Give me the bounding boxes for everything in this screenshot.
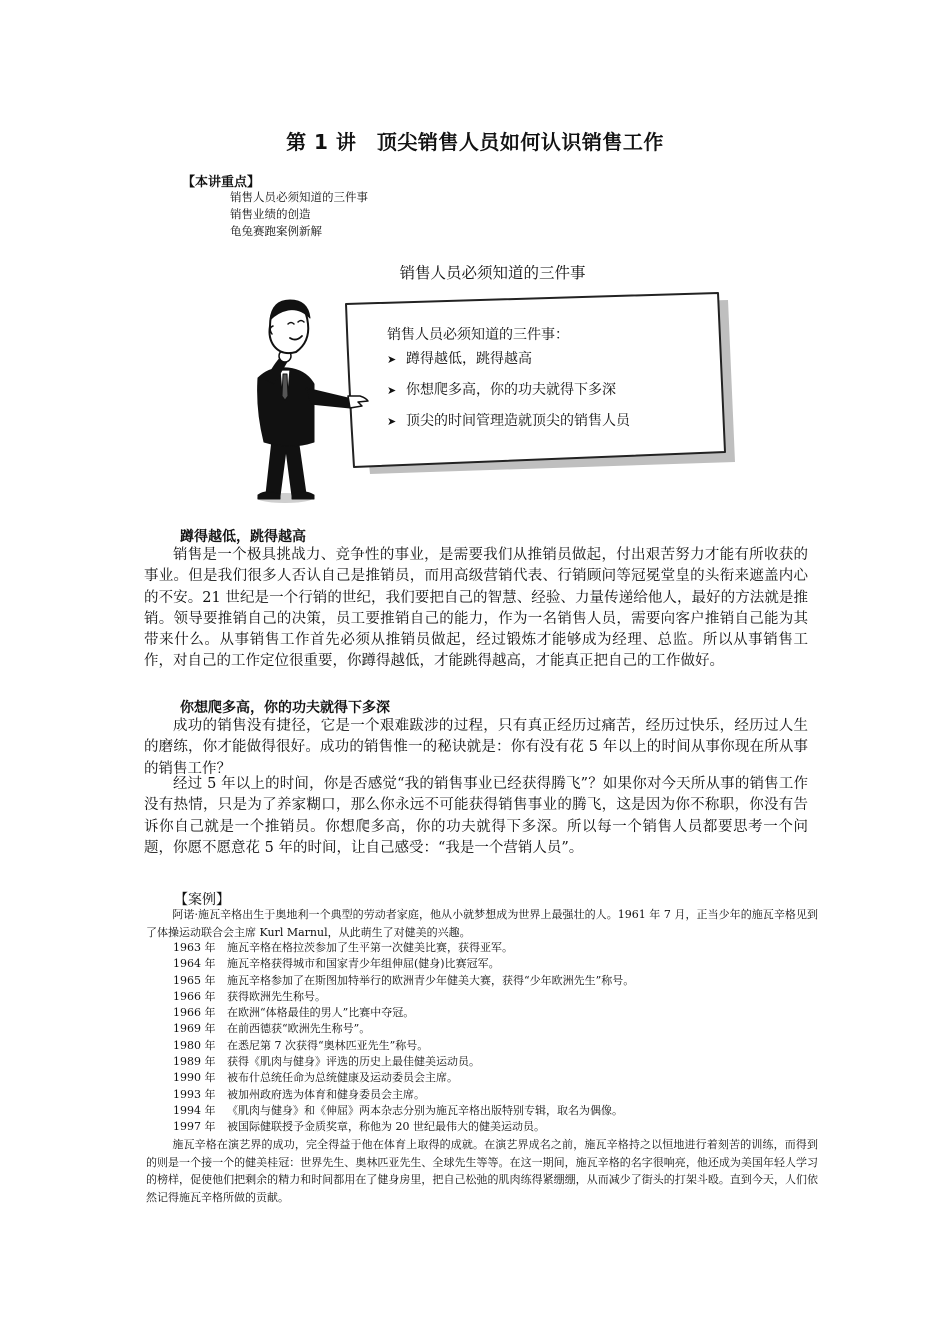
timeline-event: 在前西德获“欧洲先生称号”。 [227,1022,371,1036]
figure-bullet-item [387,379,630,410]
timeline-item [173,1054,634,1070]
page-title: 第 1 讲 顶尖销售人员如何认识销售工作 [286,130,664,154]
part2-paragraph-2: 经过 5 年以上的时间，你是否感觉“我的销售事业已经获得腾飞”？如果你对今天所从事的销售工作没有热情，只是为了养家糊口，那么你永远不可能获得销售事业的腾飞，这是因为你不称职，你没有告诉你自己就是一个推销员。你想爬多高，你的功夫就得下多深。所以每一个销售人员都要思考一个问题，你愿不愿意花 5 年的时间，让自己感受：“我是一个营销人员”。 [144,776,808,856]
timeline-event: 在悉尼第 7 次获得“奥林匹亚先生”称号。 [227,1038,429,1052]
timeline-year: 1966 年 [173,989,216,1003]
timeline-item [173,973,634,989]
timeline-event: 施瓦辛格在格拉茨参加了生平第一次健美比赛，获得亚军。 [227,941,513,954]
figure-bullet-text: 蹲得越低，跳得越高 [406,351,532,367]
arrow-bullet-icon: ➤ [387,353,397,366]
timeline-item [173,1119,634,1135]
timeline-event: 获得欧洲先生称号。 [227,989,326,1003]
case-conclusion-paragraph: 施瓦辛格在演艺界的成功，完全得益于他在体育上取得的成就。在演艺界成名之前，施瓦辛格持之以恒地进行着刻苦的训练，而得到的则是一个接一个的健美桂冠：世界先生、奥林匹亚先生、全球先生等等。在这一期间，施瓦辛格的名字很响亮，他还成为美国年轻人学习的榜样，促使他们把剩余的精力和时间都用在了健身房里，把自己松弛的肌肉练得紧绷绷，从而减少了街头的打架斗殴。直到今天，人们依然记得施瓦辛格所做的贡献。 [146,1138,818,1204]
figure-bullet-item [387,410,630,441]
timeline-year: 1993 年 [173,1087,216,1101]
timeline-year: 1997 年 [173,1120,216,1134]
timeline-year: 1963 年 [173,941,216,954]
timeline-event: 施瓦辛格参加了在斯图加特举行的欧洲青少年健美大赛，获得“少年欧洲先生”称号。 [227,973,635,987]
part1-paragraph: 销售是一个极具挑战力、竞争性的事业，是需要我们从推销员做起，付出艰苦努力才能有所收获的事业。但是我们很多人否认自己是推销员，而用高级营销代表、行销顾问等冠冕堂皇的头衔来遮盖内心的不安。21 世纪是一个行销的世纪，我们要把自己的智慧、经验、力量传递给他人，最好的方法就是推销。领导要推销自己的决策，员工要推销自己的能力，作为一名销售人员，需要向客户推销自己能为其带来什么。从事销售工作首先必须从推销员做起，经过锻炼才能够成为经理、总监。所以从事销售工作，对自己的工作定位很重要，你蹲得越低，才能跳得越高，才能真正把自己的工作做好。 [144,547,808,670]
timeline-event: 获得《肌肉与健身》评选的历史上最佳健美运动员。 [227,1055,480,1069]
case-intro-paragraph: 阿诺·施瓦辛格出生于奥地利一个典型的劳动者家庭，他从小就梦想成为世界上最强壮的人。1961 年 7 月，正当少年的施瓦辛格见到了体操运动联合会主席 Kurl Marnul，从此萌生了对健美的兴趣。 [146,908,818,939]
key-points-heading: 【本讲重点】 [182,175,261,190]
figure-bullet-item [387,348,630,379]
timeline-event: 在欧洲“体格最佳的男人”比赛中夺冠。 [227,1006,415,1020]
case-heading: 【案例】 [174,892,230,908]
case-timeline [173,940,634,1136]
arrow-bullet-icon: ➤ [387,415,397,428]
figure-bullet-text: 顶尖的时间管理造就顶尖的销售人员 [406,413,630,429]
timeline-event: 施瓦辛格获得城市和国家青少年组伸屈(健身)比赛冠军。 [227,957,500,971]
part2-paragraph-1: 成功的销售没有捷径，它是一个艰难跋涉的过程，只有真正经历过痛苦，经历过快乐，经历过人生的磨练，你才能做得很好。成功的销售惟一的秘诀就是：你有没有花 5 年以上的时间从事你现在所从事的销售工作？ [144,718,808,777]
timeline-event: 被加州政府选为体育和健身委员会主席。 [227,1087,425,1101]
timeline-item [173,1005,634,1021]
timeline-item [173,1087,634,1103]
figure-heading: 销售人员必须知道的三件事： [387,327,569,343]
timeline-item [173,1103,634,1119]
timeline-year: 1966 年 [173,1006,216,1020]
timeline-item [173,1038,634,1054]
timeline-year: 1994 年 [173,1103,216,1117]
timeline-event: 被布什总统任命为总统健康及运动委员会主席。 [227,1071,458,1085]
timeline-item [173,940,634,956]
part2-heading: 你想爬多高，你的功夫就得下多深 [180,700,390,716]
figure-bullet-list [387,348,630,441]
timeline-item [173,956,634,972]
timeline-year: 1980 年 [173,1038,216,1052]
arrow-bullet-icon: ➤ [387,384,397,397]
key-points-list [230,189,368,240]
key-point-item: 龟兔赛跑案例新解 [230,224,322,238]
timeline-year: 1990 年 [173,1071,216,1085]
three-things-figure [230,290,750,510]
figure-bullet-text: 你想爬多高，你的功夫就得下多深 [406,382,616,398]
timeline-item [173,1070,634,1086]
timeline-year: 1965 年 [173,973,216,987]
timeline-event: 被国际健联授予金质奖章，称他为 20 世纪最伟大的健美运动员。 [227,1120,545,1134]
section-title: 销售人员必须知道的三件事 [399,264,586,282]
timeline-year: 1964 年 [173,957,216,971]
timeline-item [173,989,634,1005]
key-point-item: 销售业绩的创造 [230,207,311,221]
timeline-item [173,1021,634,1037]
timeline-event: 《肌肉与健身》和《伸屈》两本杂志分别为施瓦辛格出版特别专辑，取名为偶像。 [227,1103,623,1117]
part1-heading: 蹲得越低，跳得越高 [180,529,306,545]
key-point-item: 销售人员必须知道的三件事 [230,190,368,204]
timeline-year: 1989 年 [173,1055,216,1069]
timeline-year: 1969 年 [173,1022,216,1036]
